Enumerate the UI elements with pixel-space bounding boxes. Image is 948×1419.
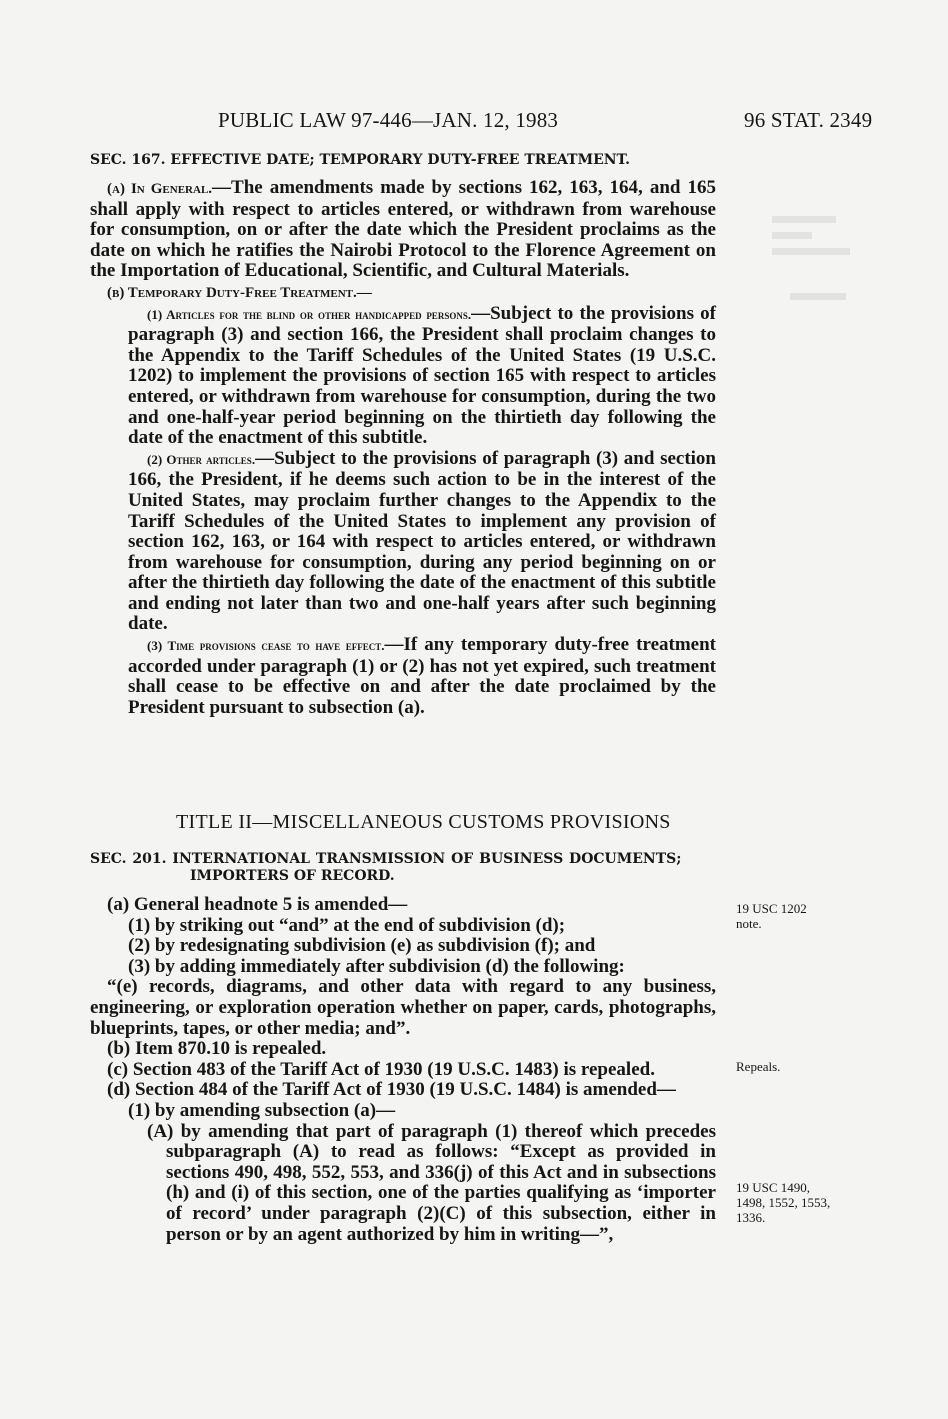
paragraph-a3: (3) by adding immediately after subdivision (d) the following: <box>128 955 625 977</box>
margin-note-line: 19 USC 1490, <box>736 1180 811 1195</box>
margin-note-line: 1498, 1552, 1553, <box>736 1195 831 1210</box>
margin-note-19usc1202 <box>736 901 807 931</box>
quoted-subdivision-e: “(e) records, diagrams, and other data with regard to any business, engineering, or exploration operation whether on paper, cards, photographs, blueprints, tapes, or other media; and”. <box>90 976 716 1039</box>
subsection-lead: (a) In General. <box>107 181 213 197</box>
paragraph-d1: (1) by amending subsection (a)— <box>128 1099 396 1121</box>
paragraph-b3 <box>90 635 716 718</box>
paragraph-c: (c) Section 483 of the Tariff Act of 1930 (19 U.S.C. 1483) is repealed. <box>107 1058 655 1080</box>
paragraph-text: —The amendments made by sections 162, 163, 164, and 165 shall apply with respect to articles entered, or withdrawn from warehouse for consumption, on or after the date which the President proclaims as the date on which he ratifies the Nairobi Protocol to the Florence Agreement on the Importation of Educational, Scientific, and Cultural Materials. <box>90 177 716 282</box>
section-heading-line2: IMPORTERS OF RECORD. <box>190 868 395 884</box>
bleed-through-text <box>772 212 872 265</box>
margin-note-line: note. <box>736 916 762 931</box>
paragraph-dA: (A) by amending that part of paragraph (1) thereof which precedes subparagraph (A) to read as follows: “Except as provided in sections 490, 498, 552, 553, and 336(j) of this Act and in subsections (h) and (i) of this section, one of the parties qualifying as ‘importer of record’ under paragraph (2)(C) of this subsection, either in person or by an agent authorized by him in writing—”, <box>147 1120 716 1245</box>
section-167 <box>90 152 716 718</box>
paragraph-b: (b) Item 870.10 is repealed. <box>107 1038 327 1060</box>
paragraph-b2 <box>90 449 716 635</box>
paragraph-a1: (1) by striking out “and” at the end of subdivision (d); <box>128 914 566 936</box>
subsection-lead: (b) Temporary Duty-Free Treatment.— <box>107 284 372 301</box>
section-heading: SEC. 167. EFFECTIVE DATE; TEMPORARY DUTY-FREE TREATMENT. <box>90 152 631 168</box>
subsection-lead: (2) Other articles. <box>147 451 256 467</box>
margin-note-line: 19 USC 1202 <box>736 901 807 916</box>
margin-note-line: 1336. <box>736 1210 766 1225</box>
paragraph-a2: (2) by redesignating subdivision (e) as subdivision (f); and <box>128 935 596 957</box>
title-heading: TITLE II—MISCELLANEOUS CUSTOMS PROVISIONS <box>176 811 671 833</box>
paragraph-a <box>90 178 716 282</box>
margin-note-19usc1490 <box>736 1180 830 1225</box>
paragraph-text: —Subject to the provisions of paragraph (3) and section 166, the President, if he deems such action to be in the interest of the United States, may proclaim further changes to the Appendix to the Tariff Schedules of the United States to implement any provision of section 162, 163, or 164 with respect to articles entered, or withdrawn from warehouse for consumption, during any period beginning on or after the thirtieth day following the date of the enactment of this subtitle and ending not later than two and one-half years after such beginning date. <box>128 447 717 635</box>
section-heading-line1: SEC. 201. INTERNATIONAL TRANSMISSION OF BUSINESS DOCUMENTS; <box>90 851 682 867</box>
paragraph-text: —If any temporary duty-free treatment accorded under paragraph (1) or (2) has not yet expired, such treatment shall cease to be effective on and after the date proclaimed by the President pursuant to subsection (a). <box>128 634 716 718</box>
paragraph-d: (d) Section 484 of the Tariff Act of 1930 (19 U.S.C. 1484) is amended— <box>107 1079 676 1101</box>
paragraph-b1 <box>90 304 716 449</box>
bleed-through-text <box>790 290 860 307</box>
running-header-title: PUBLIC LAW 97-446—JAN. 12, 1983 <box>218 108 559 132</box>
page-citation: 96 STAT. 2349 <box>744 108 873 132</box>
subsection-lead: (3) Time provisions cease to have effect. <box>147 638 385 654</box>
paragraph-a: (a) General headnote 5 is amended— <box>107 894 408 915</box>
margin-note-repeals: Repeals. <box>736 1059 781 1074</box>
subsection-lead: (1) Articles for the blind or other handicapped persons. <box>147 306 472 322</box>
paragraph-text: —Subject to the provisions of paragraph (3) and section 166, the President shall proclaim changes to the Appendix to the Tariff Schedules of the United States (19 U.S.C. 1202) to implement the provisions of section 165 with respect to articles entered, or withdrawn from warehouse for consumption, during the two and one-half-year period beginning on the thirtieth day following the date of the enactment of this subtitle. <box>128 302 716 449</box>
section-201 <box>90 851 716 1245</box>
paragraph-b <box>90 282 716 304</box>
